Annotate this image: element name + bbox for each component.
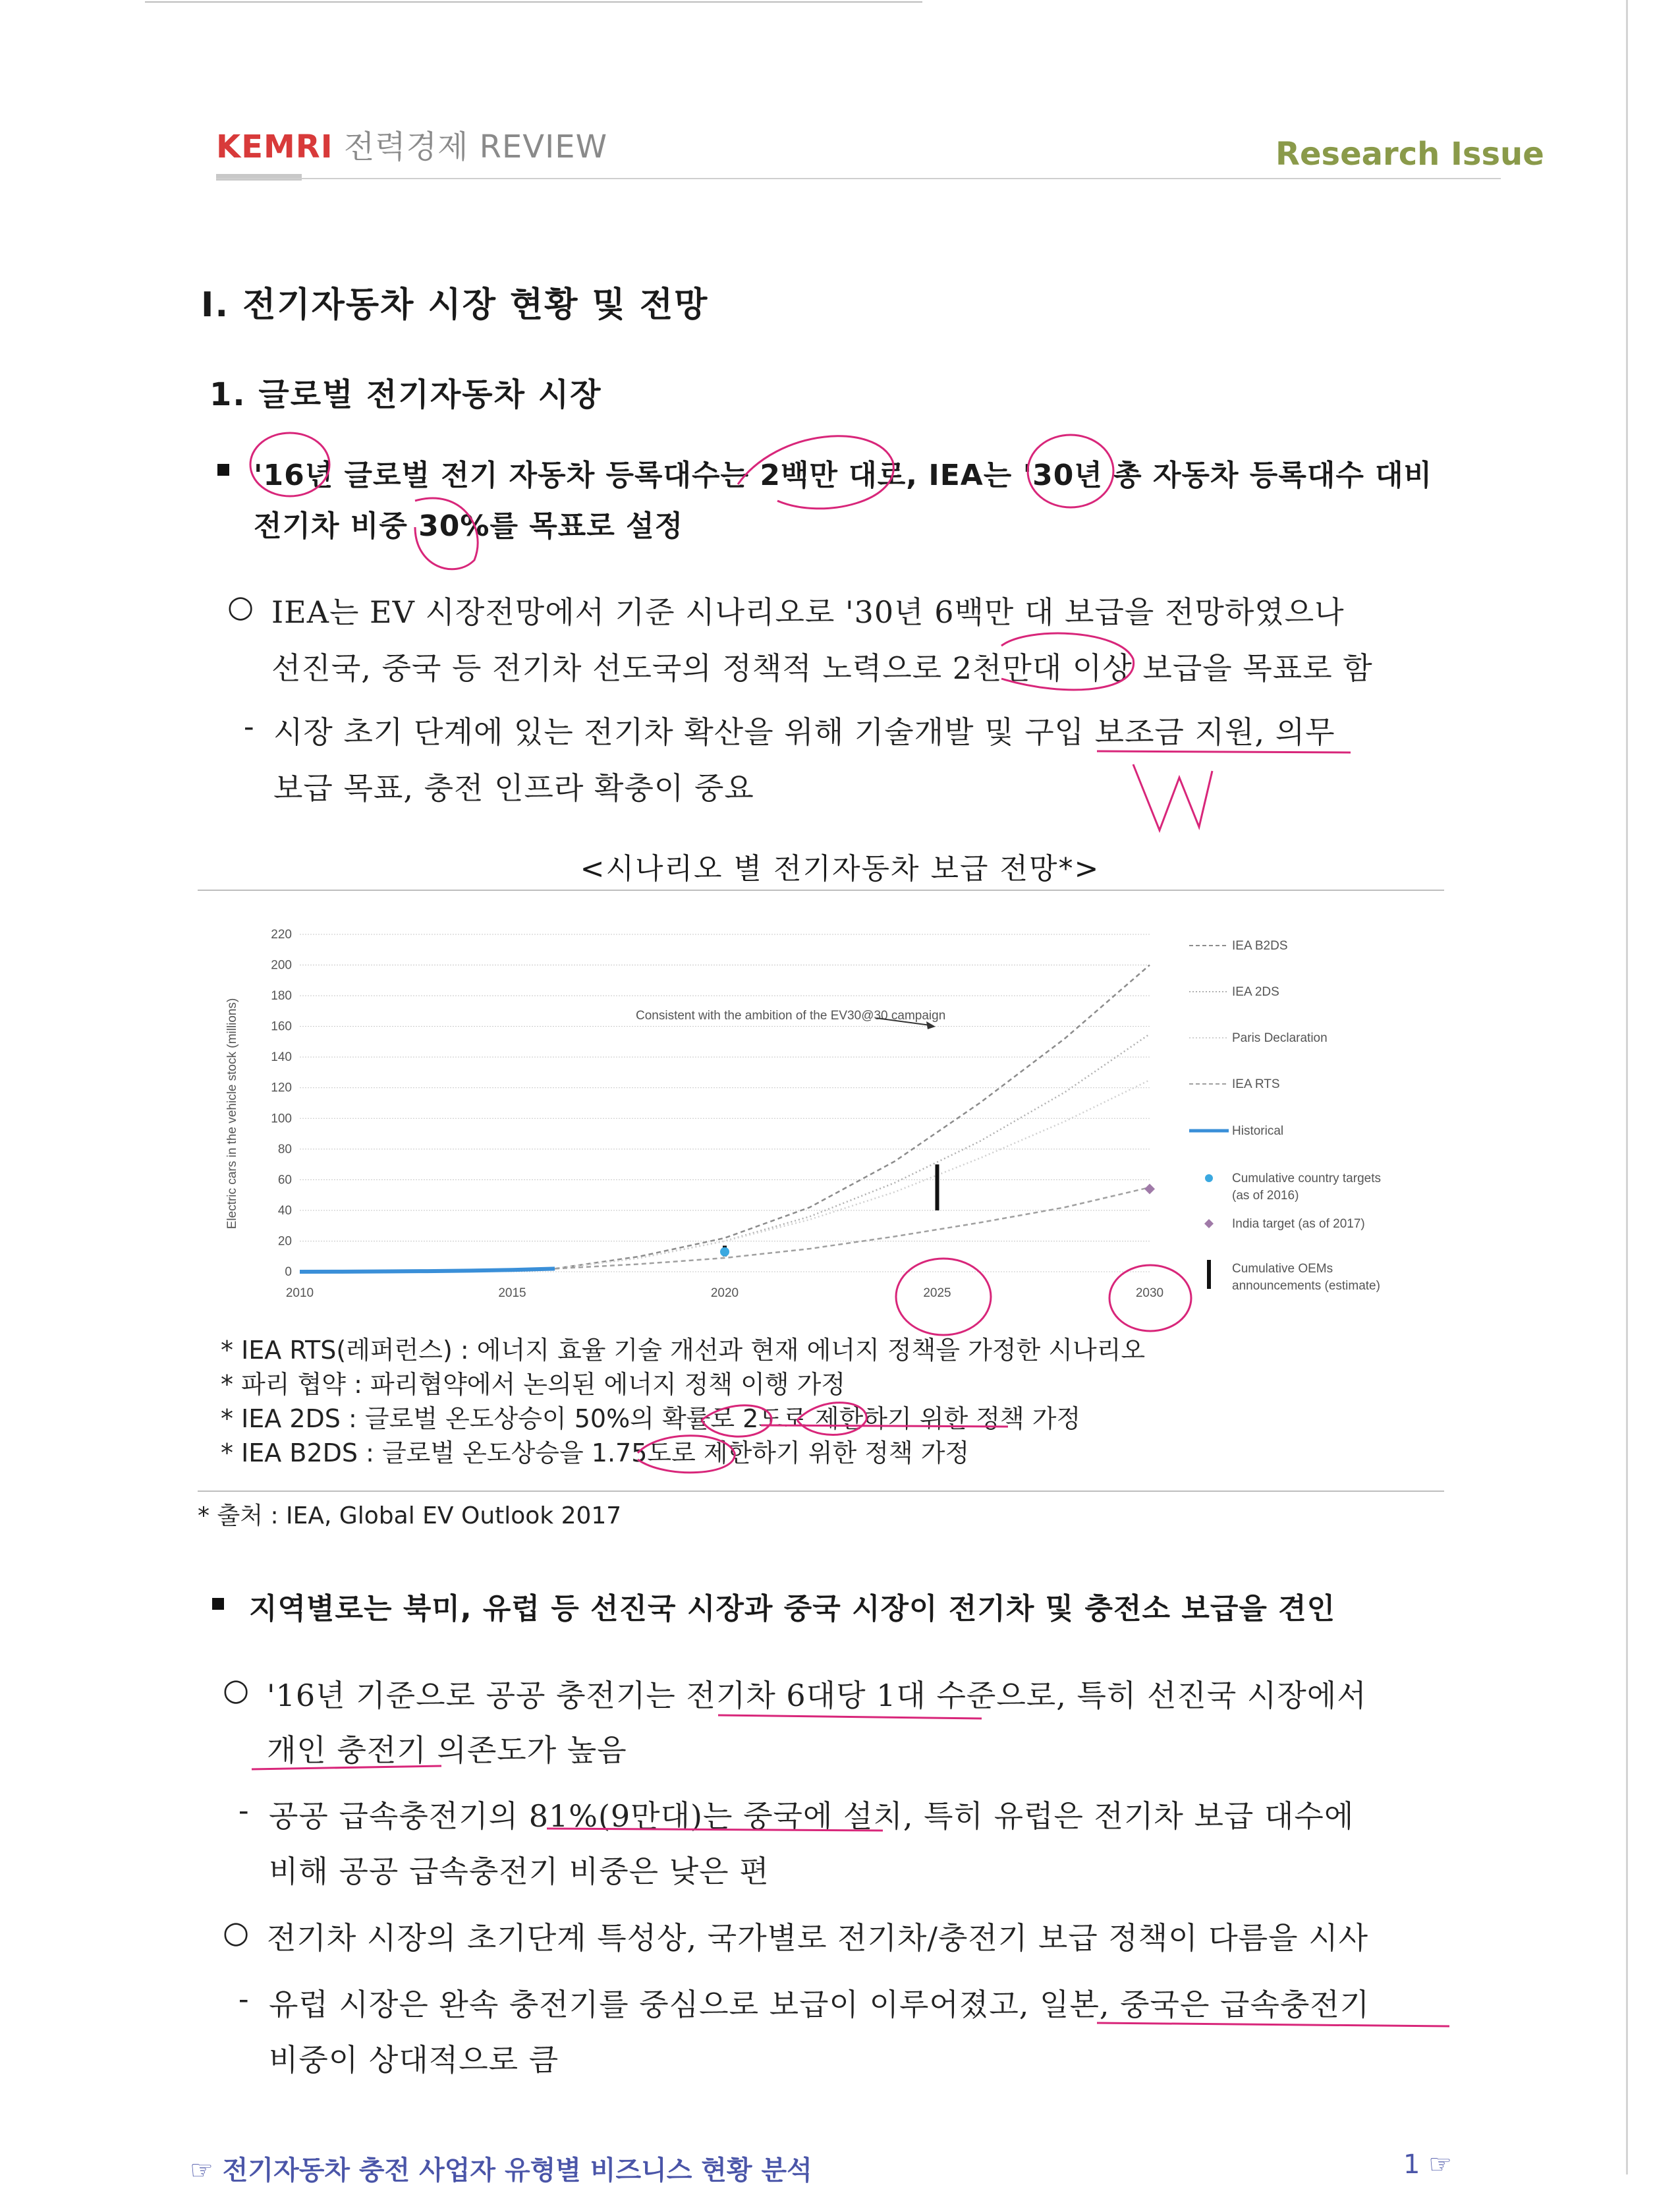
series-paris-declaration (555, 1080, 1150, 1268)
circle-bullet-3: ○ (223, 1914, 250, 1950)
y-tick-200: 200 (271, 958, 292, 973)
dash3-line1: 유럽 시장은 완속 충전기를 중심으로 보급이 이루어졌고, 일본, 중국은 급속충전기 (269, 1987, 1370, 2022)
para3-line1: 전기차 시장의 초기단계 특성상, 국가별로 전기차/충전기 보급 정책이 다름을 시사 (267, 1920, 1369, 1956)
dash2-line2: 비해 공공 급속충전기 비중은 낮은 편 (269, 1854, 770, 1889)
legend-historical: Historical (1232, 1124, 1284, 1138)
note-rts: * IEA RTS(레퍼런스) : 에너지 효율 기술 개선과 현재 에너지 정책을 가정한 시나리오 (221, 1336, 1146, 1365)
x-tick-2010: 2010 (285, 1286, 314, 1300)
dash2-line1: 공공 급속충전기의 81%(9만대)는 중국에 설치, 특히 유럽은 전기차 보급 대수에 (269, 1798, 1355, 1834)
legend-oem-1: Cumulative OEMs (1232, 1262, 1333, 1276)
ev-stock-chart (217, 916, 1443, 1318)
series-iea-2ds (555, 1034, 1150, 1268)
chapter-heading: Ⅰ. 전기자동차 시장 현황 및 전망 (201, 285, 709, 325)
dash1-line2: 보급 목표, 충전 인프라 확충이 중요 (273, 770, 754, 806)
ev3030-annotation: Consistent with the ambition of the EV30@30 campaign (636, 1009, 946, 1023)
y-tick-140: 140 (271, 1050, 292, 1065)
y-tick-60: 60 (277, 1173, 292, 1187)
marker-india-target (1144, 1183, 1155, 1194)
top-scan-rule (145, 1, 922, 3)
figure-top-rule (198, 890, 1444, 891)
dash-bullet-3: - (238, 1981, 249, 2016)
legend-swatch-india (1204, 1219, 1214, 1228)
y-axis-label: Electric cars in the vehicle stock (millions) (225, 998, 239, 1230)
y-tick-20: 20 (277, 1234, 292, 1249)
legend-swatch-country (1205, 1174, 1213, 1182)
kemri-logo (216, 121, 607, 167)
logo-kemri: KEMRI (216, 128, 333, 165)
chart-grid (300, 934, 1150, 1272)
series-iea-rts (555, 1187, 1150, 1268)
bullet2-text: 지역별로는 북미, 유럽 등 선진국 시장과 중국 시장이 전기차 및 충전소 보급을 견인 (249, 1592, 1336, 1626)
y-axis-ticks (271, 928, 292, 1279)
figure-bottom-rule (198, 1491, 1444, 1492)
note-2ds: * IEA 2DS : 글로벌 온도상승이 50%의 확률로 2도로 제한하기 위한 정책 가정 (221, 1404, 1081, 1433)
footer-title: ☞ 전기자동차 충전 사업자 유형별 비즈니스 현황 분석 (190, 2155, 812, 2186)
page-number: 1 ☞ (1403, 2149, 1453, 2180)
pen-underline-6cars (718, 1715, 982, 1718)
dash-bullet: - (244, 708, 254, 744)
para2-line1: '16년 기준으로 공공 충전기는 전기차 6대당 1대 수준으로, 특히 선진국 시장에서 (267, 1678, 1367, 1713)
marker-country-targets (720, 1247, 729, 1257)
series-historical (300, 1268, 555, 1272)
figure-title: <시나리오 별 전기자동차 보급 전망*> (580, 852, 1100, 886)
legend-oem-2: announcements (estimate) (1232, 1279, 1380, 1293)
y-tick-180: 180 (271, 989, 292, 1004)
dash1-line1: 시장 초기 단계에 있는 전기차 확산을 위해 기술개발 및 구입 보조금 지원, 의무 (273, 714, 1335, 750)
x-tick-2025: 2025 (923, 1286, 951, 1300)
para2-line2: 개인 충전기 의존도가 높음 (267, 1732, 627, 1768)
note-b2ds: * IEA B2DS : 글로벌 온도상승을 1.75도로 제한하기 위한 정책 가정 (221, 1438, 970, 1467)
circle-bullet-2: ○ (223, 1672, 250, 1707)
legend-paris: Paris Declaration (1232, 1031, 1328, 1045)
para1-line1: IEA는 EV 시장전망에서 기준 시나리오로 '30년 6백만 대 보급을 전망하였으나 (271, 594, 1345, 630)
page-edge (1626, 0, 1628, 2174)
logo-underbar (216, 174, 302, 181)
legend-2ds: IEA 2DS (1232, 985, 1279, 999)
para1-line2: 선진국, 중국 등 전기차 선도국의 정책적 노력으로 2천만대 이상 보급을 목표로 함 (271, 650, 1373, 686)
x-tick-2020: 2020 (710, 1286, 739, 1300)
header-divider (216, 178, 1501, 179)
chart-legend (1189, 939, 1381, 1293)
y-tick-100: 100 (271, 1112, 292, 1126)
legend-india: India target (as of 2017) (1232, 1217, 1365, 1231)
section-label: Research Issue (1275, 136, 1544, 173)
note-paris: * 파리 협약 : 파리협약에서 논의된 에너지 정책 이행 가정 (221, 1370, 846, 1399)
logo-review: 전력경제 REVIEW (343, 128, 608, 165)
legend-country-2: (as of 2016) (1232, 1189, 1299, 1203)
bullet-square (217, 464, 229, 476)
x-tick-2015: 2015 (498, 1286, 526, 1300)
section-heading: 1. 글로벌 전기자동차 시장 (210, 376, 602, 413)
dash3-line2: 비중이 상대적으로 큼 (269, 2042, 559, 2078)
y-tick-120: 120 (271, 1081, 292, 1095)
x-axis-ticks (286, 1286, 1163, 1300)
circle-bullet: ○ (227, 588, 254, 624)
bullet1-line2: 전기차 비중 30%를 목표로 설정 (254, 509, 684, 543)
legend-swatch-oem (1207, 1260, 1211, 1289)
dash-bullet-2: - (238, 1792, 249, 1828)
legend-country-1: Cumulative country targets (1232, 1172, 1381, 1185)
pen-scribble (1133, 764, 1212, 830)
legend-b2ds: IEA B2DS (1232, 939, 1288, 953)
bullet-square-2 (212, 1598, 224, 1610)
x-tick-2030: 2030 (1135, 1286, 1164, 1300)
y-tick-40: 40 (277, 1203, 292, 1218)
legend-rts: IEA RTS (1232, 1077, 1280, 1091)
bullet1-line1: '16년 글로벌 전기 자동차 등록대수는 2백만 대로, IEA는 '30년 총 자동차 등록대수 대비 (254, 459, 1433, 492)
y-tick-160: 160 (271, 1019, 292, 1034)
y-tick-80: 80 (277, 1142, 292, 1156)
y-tick-0: 0 (285, 1265, 292, 1279)
figure-source: * 출처 : IEA, Global EV Outlook 2017 (198, 1502, 622, 1529)
y-tick-220: 220 (271, 928, 292, 942)
